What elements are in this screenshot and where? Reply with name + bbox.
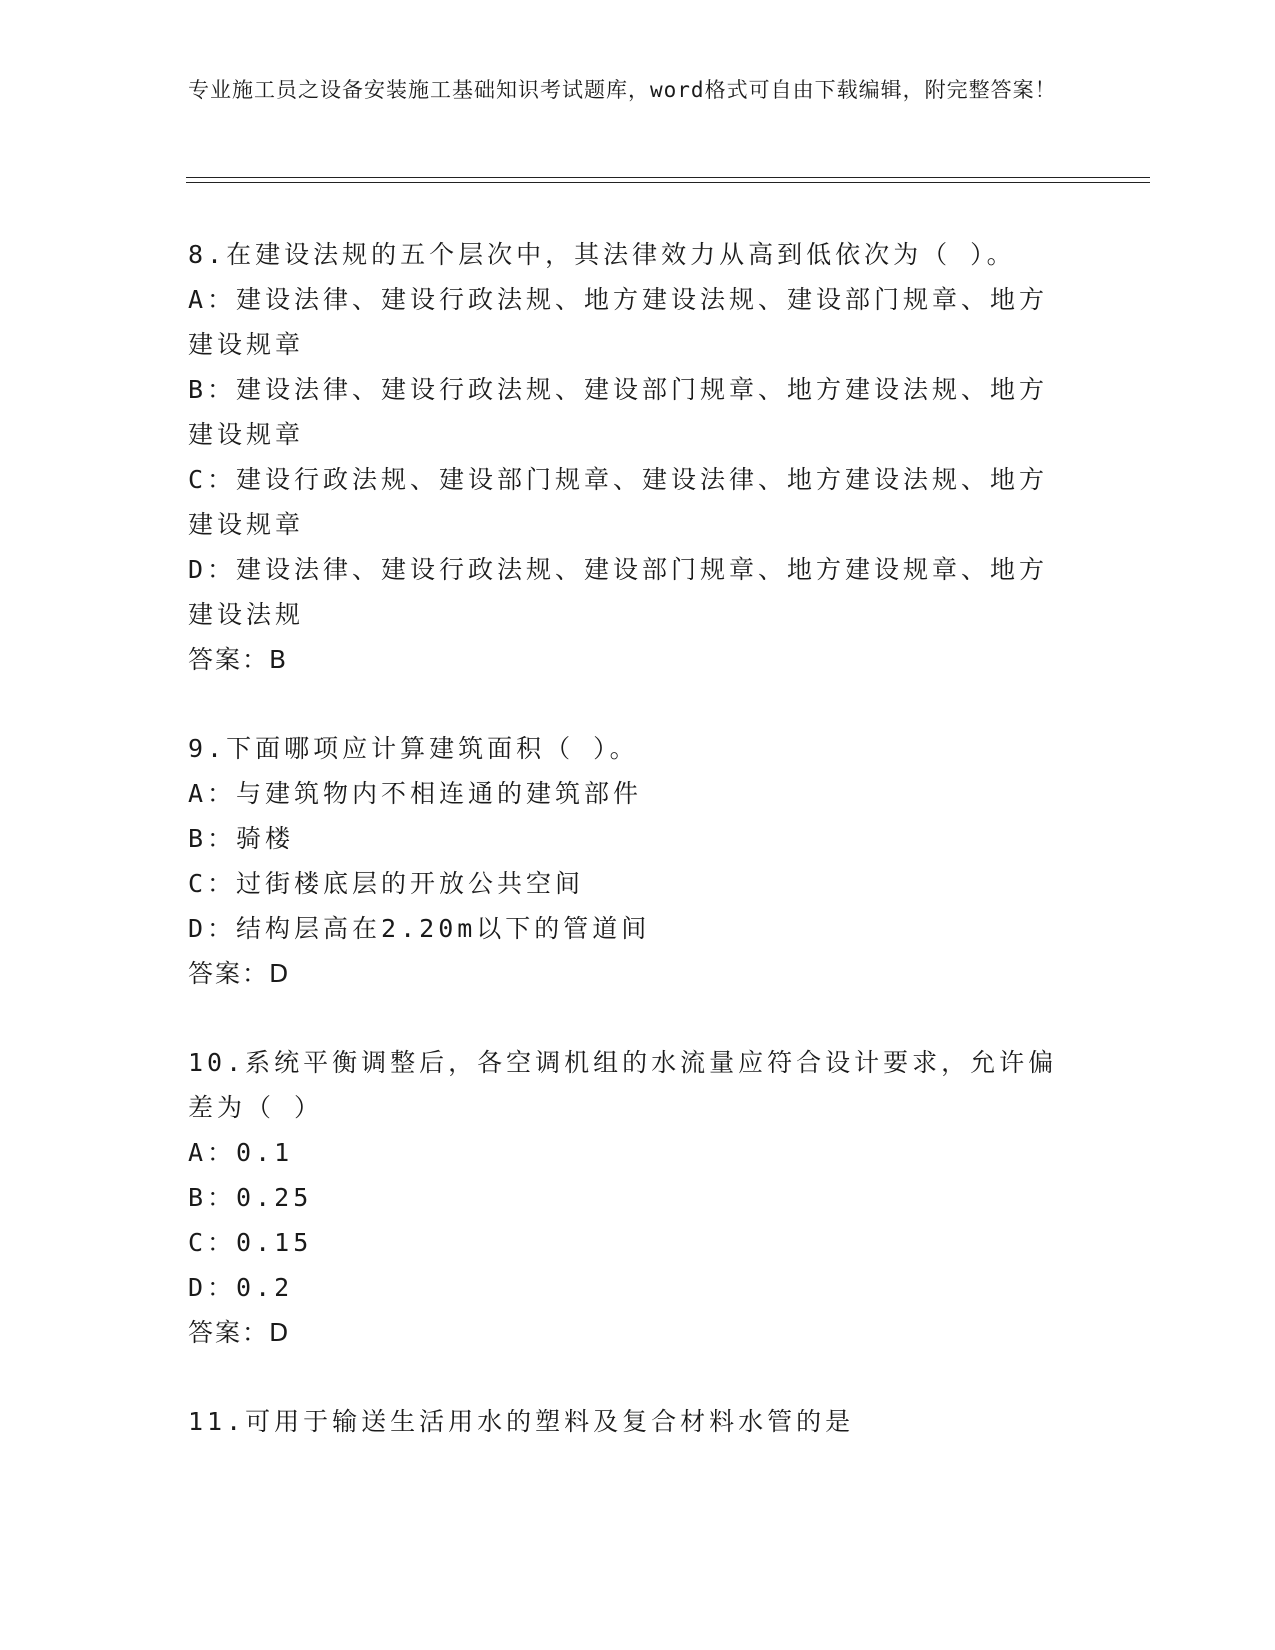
option-c: C：过街楼底层的开放公共空间 bbox=[188, 869, 585, 898]
header-rule-bottom bbox=[186, 182, 1150, 183]
option-d: D：建设法律、建设行政法规、建设部门规章、地方建设规章、地方建设法规 bbox=[188, 555, 1049, 629]
document-header bbox=[188, 74, 1068, 107]
option-c: C：0.15 bbox=[188, 1228, 313, 1257]
question-stem: 11.可用于输送生活用水的塑料及复合材料水管的是 bbox=[188, 1407, 855, 1436]
option-b: B：骑楼 bbox=[188, 824, 295, 853]
option-c: C：建设行政法规、建设部门规章、建设法律、地方建设法规、地方建设规章 bbox=[188, 465, 1049, 539]
question-stem: 10.系统平衡调整后，各空调机组的水流量应符合设计要求，允许偏差为（ ） bbox=[188, 1048, 1058, 1122]
option-b: B：建设法律、建设行政法规、建设部门规章、地方建设法规、地方建设规章 bbox=[188, 375, 1049, 449]
option-d: D：0.2 bbox=[188, 1273, 294, 1302]
question-9 bbox=[188, 726, 1068, 996]
option-b: B：0.25 bbox=[188, 1183, 313, 1212]
answer: 答案：D bbox=[188, 959, 291, 988]
question-stem: 9.下面哪项应计算建筑面积（ ）。 bbox=[188, 734, 639, 763]
option-a: A：0.1 bbox=[188, 1138, 294, 1167]
option-a: A：建设法律、建设行政法规、地方建设法规、建设部门规章、地方建设规章 bbox=[188, 285, 1049, 359]
answer: 答案：D bbox=[188, 1318, 291, 1347]
question-list bbox=[188, 232, 1068, 1488]
header-rule-top bbox=[186, 177, 1150, 178]
answer: 答案：B bbox=[188, 645, 289, 674]
question-8 bbox=[188, 232, 1068, 682]
header-text: 专业施工员之设备安装施工基础知识考试题库，word格式可自由下载编辑，附完整答案！ bbox=[188, 78, 1057, 102]
question-10 bbox=[188, 1040, 1068, 1355]
question-stem: 8.在建设法规的五个层次中，其法律效力从高到低依次为（ ）。 bbox=[188, 240, 1016, 269]
question-11 bbox=[188, 1399, 1068, 1444]
option-a: A：与建筑物内不相连通的建筑部件 bbox=[188, 779, 643, 808]
option-d: D：结构层高在2.20m以下的管道间 bbox=[188, 914, 651, 943]
